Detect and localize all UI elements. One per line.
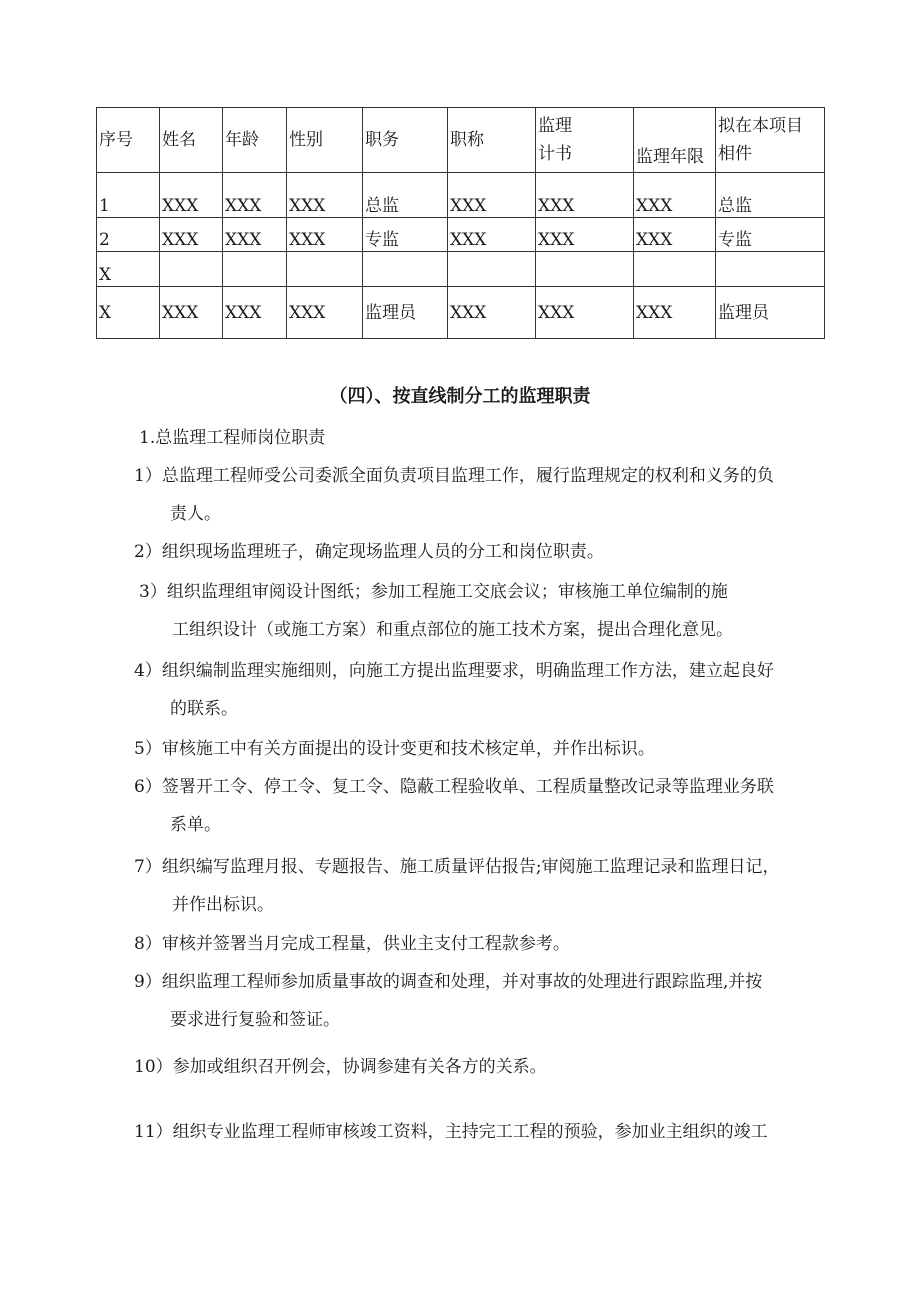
- table-cell: XXX: [634, 287, 716, 339]
- paragraph-first-line: 7）组织编写监理月报、专题报告、施工质量评估报告;审阅施工监理记录和监理日记，: [134, 857, 780, 877]
- table-cell: XXX: [160, 287, 223, 339]
- staff-table: [96, 107, 825, 339]
- header-cell: [536, 108, 634, 173]
- paragraph-continuation: 工组织设计（或施工方案）和重点部位的施工技术方案，提出合理化意见。: [172, 620, 733, 640]
- paragraph: [134, 925, 570, 963]
- table-cell: 1: [97, 173, 160, 218]
- header-cell: 职称: [448, 108, 536, 173]
- table-row: [97, 287, 825, 339]
- table-cell: XXX: [287, 173, 363, 218]
- header-line: 计书: [538, 144, 572, 164]
- paragraph-continuation: 要求进行复验和签证。: [170, 1010, 340, 1030]
- paragraph: [134, 533, 604, 571]
- table-cell: XXX: [634, 218, 716, 252]
- header-cell: 职务: [363, 108, 448, 173]
- paragraph: [134, 730, 655, 768]
- table-cell: [716, 252, 825, 287]
- paragraph: [134, 1113, 768, 1151]
- section-title: （四）、按直线制分工的监理职责: [329, 386, 591, 407]
- table-row: [97, 252, 825, 287]
- header-line: 拟在本项目: [718, 116, 803, 136]
- table-cell: [363, 252, 448, 287]
- table-cell: XXX: [634, 173, 716, 218]
- header-cell: 序号: [97, 108, 160, 173]
- table-cell: XXX: [223, 218, 287, 252]
- paragraph-first-line: 11）组织专业监理工程师审核竣工资料，主持完工工程的预验，参加业主组织的竣工: [134, 1122, 768, 1142]
- table-cell: [448, 252, 536, 287]
- paragraph-continuation: 系单。: [170, 815, 221, 835]
- table-cell: [223, 252, 287, 287]
- paragraph-first-line: 6）签署开工令、停工令、复工令、隐蔽工程验收单、工程质量整改记录等监理业务联: [134, 777, 774, 797]
- table-cell: XXX: [223, 173, 287, 218]
- table-cell: XXX: [287, 287, 363, 339]
- paragraph: [139, 573, 733, 649]
- table-cell: XXX: [536, 173, 634, 218]
- paragraph-continuation: 责人。: [170, 504, 221, 524]
- paragraph: [134, 768, 774, 844]
- paragraph-first-line: 10）参加或组织召开例会，协调参建有关各方的关系。: [134, 1057, 547, 1077]
- table-row: [97, 173, 825, 218]
- table-cell: XXX: [448, 173, 536, 218]
- header-line: 相件: [718, 144, 752, 164]
- paragraph-first-line: 9）组织监理工程师参加质量事故的调查和处理，并对事故的处理进行跟踪监理,并按: [134, 972, 763, 992]
- paragraph-continuation: 并作出标识。: [172, 895, 274, 915]
- table-cell: 总监: [716, 173, 825, 218]
- table-row: [97, 218, 825, 252]
- paragraph: [134, 457, 774, 533]
- paragraph-first-line: 1）总监理工程师受公司委派全面负责项目监理工作，履行监理规定的权利和义务的负: [134, 466, 774, 486]
- table-cell: [634, 252, 716, 287]
- table-cell: XXX: [448, 287, 536, 339]
- paragraph-first-line: 3）组织监理组审阅设计图纸；参加工程施工交底会议；审核施工单位编制的施: [139, 582, 728, 602]
- table-cell: XXX: [287, 218, 363, 252]
- paragraph: [134, 652, 774, 728]
- table-cell: X: [97, 287, 160, 339]
- paragraph-first-line: 8）审核并签署当月完成工程量，供业主支付工程款参考。: [134, 934, 570, 954]
- header-cell: 监理年限: [634, 108, 716, 173]
- table-cell: 监理员: [716, 287, 825, 339]
- table-cell: 专监: [363, 218, 448, 252]
- table-cell: XXX: [536, 218, 634, 252]
- paragraph-first-line: 4）组织编制监理实施细则，向施工方提出监理要求，明确监理工作方法，建立起良好: [134, 661, 774, 681]
- table-cell: XXX: [536, 287, 634, 339]
- table-cell: XXX: [223, 287, 287, 339]
- header-cell: 性别: [287, 108, 363, 173]
- table-cell: 2: [97, 218, 160, 252]
- table-cell: 监理员: [363, 287, 448, 339]
- header-cell: 年龄: [223, 108, 287, 173]
- table-cell: 专监: [716, 218, 825, 252]
- table-cell: XXX: [160, 218, 223, 252]
- paragraph: [134, 963, 762, 1039]
- paragraph-first-line: 5）审核施工中有关方面提出的设计变更和技术核定单，并作出标识。: [134, 739, 655, 759]
- header-cell: [716, 108, 825, 173]
- table-cell: X: [97, 252, 160, 287]
- table-cell: [160, 252, 223, 287]
- paragraph: [134, 1048, 547, 1086]
- table-header-row: [97, 108, 825, 173]
- subheading: 1.总监理工程师岗位职责: [139, 428, 326, 448]
- table-cell: [287, 252, 363, 287]
- header-cell: 姓名: [160, 108, 223, 173]
- paragraph: [134, 848, 780, 924]
- table-cell: XXX: [160, 173, 223, 218]
- paragraph-continuation: 的联系。: [170, 699, 238, 719]
- header-line: 监理: [538, 116, 572, 136]
- paragraph-first-line: 2）组织现场监理班子，确定现场监理人员的分工和岗位职责。: [134, 542, 604, 562]
- table-cell: [536, 252, 634, 287]
- table-cell: XXX: [448, 218, 536, 252]
- table-cell: 总监: [363, 173, 448, 218]
